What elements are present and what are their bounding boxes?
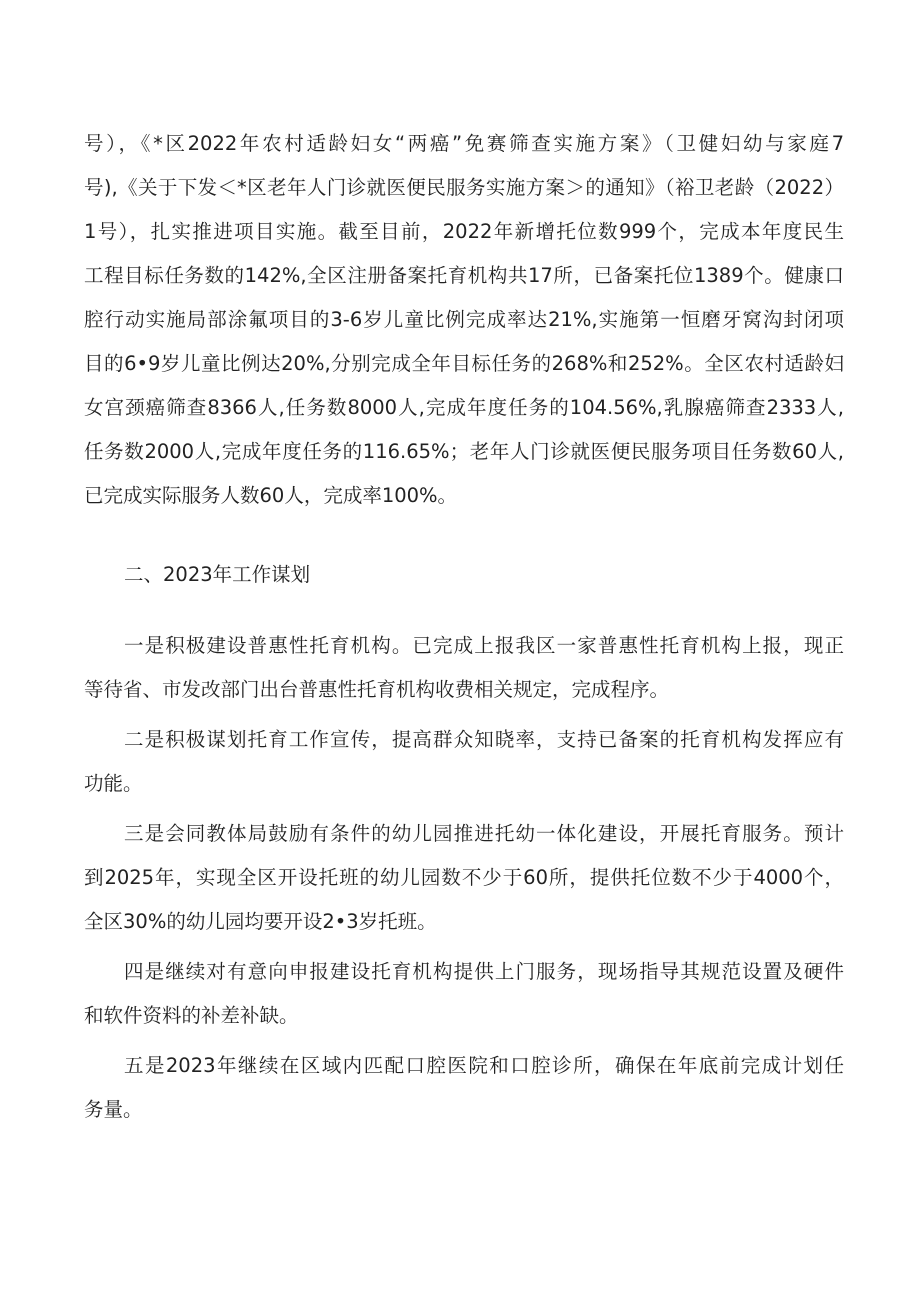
paragraph-line: 和软件资料的补差补缺。 [84,1004,299,1027]
paragraph-line: 全区30%的幼儿园均要开设2•3岁托班。 [84,910,437,933]
section-heading: 二、2023年工作谋划 [124,563,311,586]
paragraph-line: 号),《关于下发＜*区老年人门诊就医便民服务实施方案＞的通知》（裕卫老龄（2022） [84,176,844,199]
paragraph-line: 已完成实际服务人数60人，完成率100%。 [84,484,458,507]
paragraph-line: 功能。 [84,772,143,795]
paragraph-line: 任务数2000人,完成年度任务的116.65%；老年人门诊就医便民服务项目任务数60人, [84,440,844,463]
paragraph-line: 1号），扎实推进项目实施。截至目前，2022年新增托位数999个，完成本年度民生 [84,220,844,243]
paragraph-line: 工程目标任务数的142%,全区注册备案托育机构共17所，已备案托位1389个。健康口 [84,264,844,287]
paragraph-line: 五是2023年继续在区域内匹配口腔医院和口腔诊所，确保在年底前完成计划任 [124,1054,844,1077]
paragraph-line: 一是积极建设普惠性托育机构。已完成上报我区一家普惠性托育机构上报，现正 [124,634,844,657]
paragraph-line: 号），《*区2022年农村适龄妇女“两癌”免赛筛查实施方案》（卫健妇幼与家庭7 [84,132,844,155]
paragraph-line: 二是积极谋划托育工作宣传，提高群众知晓率，支持已备案的托育机构发挥应有 [124,728,844,751]
paragraph-line: 四是继续对有意向申报建设托育机构提供上门服务，现场指导其规范设置及硬件 [124,960,844,983]
paragraph-line: 女宫颈癌筛查8366人,任务数8000人,完成年度任务的104.56%,乳腺癌筛查2333人, [84,396,844,419]
paragraph-line: 务量。 [84,1098,143,1121]
paragraph-line: 腔行动实施局部涂氟项目的3-6岁儿童比例完成率达21%,实施第一恒磨牙窝沟封闭项 [84,308,844,331]
paragraph-line: 目的6•9岁儿童比例达20%,分别完成全年目标任务的268%和252%。全区农村适龄妇 [84,352,844,375]
paragraph-line: 等待省、市发改部门出台普惠性托育机构收费相关规定，完成程序。 [84,678,670,701]
paragraph-line: 三是会同教体局鼓励有条件的幼儿园推进托幼一体化建设，开展托育服务。预计 [124,822,844,845]
paragraph-line: 到2025年，实现全区开设托班的幼儿园数不少于60所，提供托位数不少于4000个， [84,866,844,889]
